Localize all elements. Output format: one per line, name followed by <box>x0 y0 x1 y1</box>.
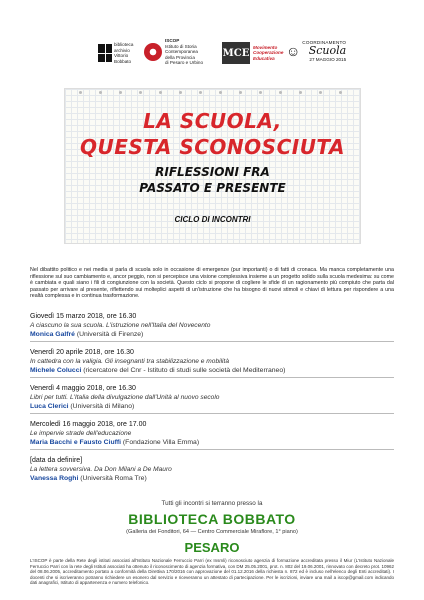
seal-icon <box>144 43 162 61</box>
cover-subtitle-line2: PASSATO E PRESENTE <box>139 181 286 195</box>
logos-strip <box>98 38 398 74</box>
event-item <box>30 348 394 378</box>
intro-paragraph: Nel dibattito politico e nei media si parla di scuola solo in occasione di emergenze (pur importanti) o di fatti di cronaca. Ma manca completamente una riflessione sul suo cambiamento e, ancor peggio, non si percepisce una visione complessiva insieme a un progetto solido sulla scuola medesima: su come è cambiata e quali siano i fili di congiunzione con la società. Questo ciclo si propone di cogliere le sfide di un ragionamento più compiuto che parta dal passato per arrivare al presente, riflettendo sui molteplici aspetti di un'istruzione che ha bisogno di nuovi stimoli e chiavi di lettura per rispondere a una realtà complessa e in continua trasformazione. <box>30 267 394 300</box>
event-title: Libri per tutti. L'Italia della divulgazione dall'Unità al nuovo secolo <box>30 394 220 401</box>
event-affiliation: (Università di Firenze) <box>74 331 144 338</box>
event-date: Venerdì 4 maggio 2018, ore 16.30 <box>30 385 136 392</box>
cover-notebook <box>64 88 361 244</box>
event-affiliation: (Università di Milano) <box>68 403 135 410</box>
event-date: Venerdì 20 aprile 2018, ore 16.30 <box>30 349 134 356</box>
coordinamento-logo: ☺ COORDINAMENTO Scuola 27 MAGGIO 2015 <box>286 40 347 62</box>
divider <box>30 341 394 342</box>
event-title: A ciascuno la sua scuola. L'istruzione nell'Italia del Novecento <box>30 322 211 329</box>
cover-cycle: CICLO DI INCONTRI <box>174 215 251 224</box>
mce-logo: MCE Movimento Cooperazione Educativa <box>222 42 283 64</box>
event-date: Giovedì 15 marzo 2018, ore 16.30 <box>30 313 137 320</box>
venue-note: Tutti gli incontri si terranno presso la <box>161 500 263 507</box>
event-speaker-line <box>30 330 394 339</box>
event-item <box>30 312 394 342</box>
event-speaker-line <box>30 366 394 375</box>
mce-icon: MCE <box>222 42 250 64</box>
cover-title-line2: QUESTA SCONOSCIUTA <box>80 135 345 159</box>
binding-holes <box>65 89 360 97</box>
event-speaker: Michele Colucci <box>30 367 82 374</box>
biblioteca-logo: biblioteca archivio Vittorio Bobbato <box>98 42 133 64</box>
event-item <box>30 384 394 414</box>
event-speaker: Vanessa Roghi <box>30 475 79 482</box>
fineprint: L'ISCOP è parte della Rete degli istituti associati all'Istituto Nazionale Ferruccio Parri (ex Insmli) riconosciuto agenzia di formazione accreditata presso il Miur (L'Istituto Nazionale Ferruccio Parri con la rete degli Istituti associati ha ottenuto il riconoscimento di agenzia formativa, con DM 25.05.2001, prot. n. 802 del 19.06.2001, rinnovato con decreto prot. 10962 del 08.06.2005, accreditamento portato a conformità della Direttiva 170/2016 con approvazione del 01.12.2016 della richiesta n. 872 ed è incluso nell'elenco degli Enti accreditati). I docenti che si iscriveranno potranno richiedere un esonero dal servizio e riceveranno un attestato di partecipazione. Per le iscrizioni, inviare una mail a iscop@gmail.com indicando dati anagrafici, Istituto di appartenenza e numero telefonico. <box>30 558 394 586</box>
event-speaker-line <box>30 438 394 447</box>
divider <box>30 449 394 450</box>
book-icon <box>98 44 112 62</box>
event-title: In cattedra con la valigia. Gli insegnanti tra stabilizzazione e mobilità <box>30 358 230 365</box>
event-speaker: Maria Bacchi e Fausto Ciuffi <box>30 439 122 446</box>
event-speaker-line <box>30 402 394 411</box>
cover-subtitle-line1: RIFLESSIONI FRA <box>155 165 270 179</box>
event-speaker: Monica Galfré <box>30 331 75 338</box>
cover-title-line1: LA SCUOLA, <box>143 109 282 133</box>
event-item <box>30 456 394 483</box>
events-list <box>30 312 394 489</box>
event-speaker-line <box>30 474 394 483</box>
divider <box>30 413 394 414</box>
venue-name: BIBLIOTECA BOBBATO <box>128 511 296 527</box>
group-icon: ☺ <box>286 43 301 59</box>
event-speaker: Luca Clerici <box>30 403 69 410</box>
venue-city: PESARO <box>184 540 240 555</box>
venue-address: (Galleria dei Fonditori, 64 — Centro Commerciale Miraflore, 1° piano) <box>126 529 298 535</box>
event-affiliation: (Fondazione Villa Emma) <box>121 439 200 446</box>
event-title: Le impervie strade dell'educazione <box>30 430 132 437</box>
event-date: Mercoledì 16 maggio 2018, ore 17.00 <box>30 421 147 428</box>
event-affiliation: (Università Roma Tre) <box>78 475 147 482</box>
event-date: [data da definire] <box>30 457 83 464</box>
event-affiliation: (ricercatore del Cnr - Istituto di studi sulle società del Mediterraneo) <box>81 367 286 374</box>
divider <box>30 377 394 378</box>
event-item <box>30 420 394 450</box>
iscop-logo: ISCOP Istituto di Storia Contemporanea della Provincia di Pesaro e Urbino <box>144 38 203 66</box>
event-title: La lettera sovversiva. Da Don Milani a De Mauro <box>30 466 172 473</box>
